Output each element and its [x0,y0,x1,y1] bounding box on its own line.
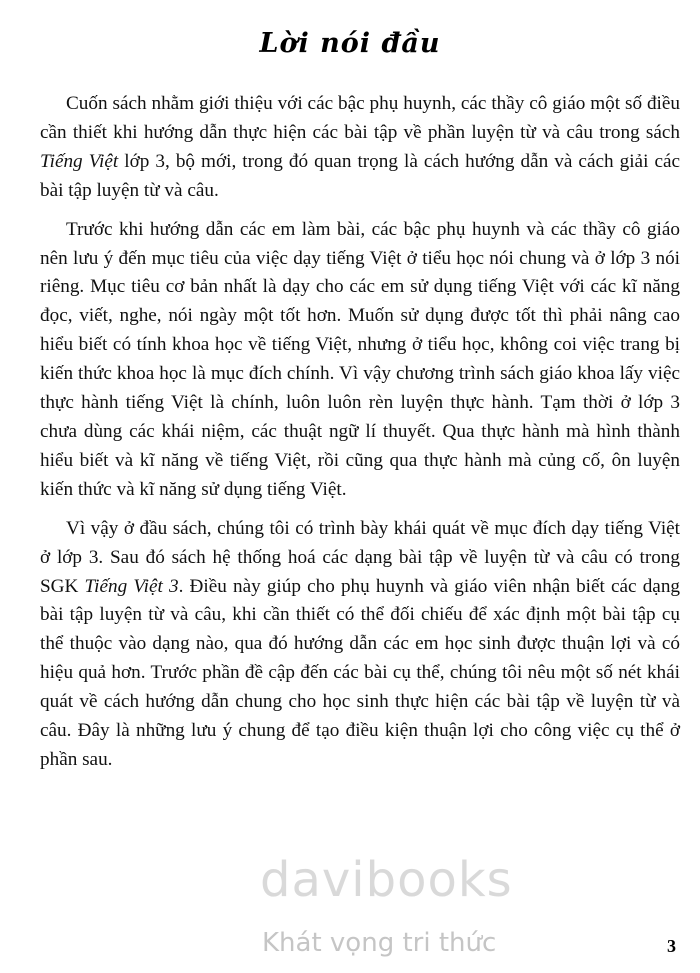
book-title-italic: Tiếng Việt 3 [84,575,179,597]
paragraph-text: . Điều này giúp cho phụ huynh và giáo viên nhận biết các dạng bài tập luyện từ và câu, khi cần thiết có thể đối chiếu để xác định một bài tập cụ thể thuộc vào dạng nào, qua đó hướng dẫn các em học sinh được thuận lợi và có hiệu quả hơn. Trước phần đề cập đến các bài cụ thể, chúng tôi nêu một số nét khái quát về cách hướng dẫn chung cho học sinh thực hiện các bài tập về luyện từ và câu. Đây là những lưu ý chung để tạo điều kiện thuận lợi cho công việc cụ thể ở phần sau. [40,575,681,770]
body-text [40,90,680,775]
page-title: Lời nói đầu [259,28,441,59]
book-title-italic: Tiếng Việt [40,150,119,172]
paragraph-1 [40,90,680,206]
paragraph-text: Vì vậy ở đầu sách, chúng tôi có trình bày khái quát về mục đích dạy tiếng Việt ở lớp 3. Sau đó sách hệ thống hoá các dạng bài tập về luyện từ và câu có trong SGK [40,517,680,597]
paragraph-2 [40,216,680,505]
paragraph-3 [40,515,680,775]
watermark-tagline: Khát vọng tri thức [262,928,497,958]
paragraph-text: Trước khi hướng dẫn các em làm bài, các bậc phụ huynh và các thầy cô giáo nên lưu ý đến mục tiêu của việc dạy tiếng Việt ở tiểu học nói chung và ở lớp 3 nói riêng. Mục tiêu cơ bản nhất là dạy cho các em sử dụng tiếng Việt với các kĩ năng đọc, viết, nghe, nói ngày một tốt hơn. Muốn sử dụng được tốt thì phải nâng cao hiểu biết có tính khoa học về tiếng Việt, nhưng ở tiểu học, không coi việc trang bị kiến thức khoa học là mục đích chính. Vì vậy chương trình sách giáo khoa lấy việc thực hành tiếng Việt là chính, luôn luôn rèn luyện thực hành. Tạm thời ở lớp 3 chưa dùng các khái niệm, các thuật ngữ lí thuyết. Qua thực hành mà hình thành hiểu biết và kĩ năng về tiếng Việt, rồi cũng qua thực hành mà củng cố, ôn luyện kiến thức và kĩ năng sử dụng tiếng Việt. [40,218,680,500]
watermark-logo: davibooks [260,852,513,908]
page-number: 3 [667,936,676,956]
paragraph-text: Cuốn sách nhằm giới thiệu với các bậc phụ huynh, các thầy cô giáo một số điều cần thiết khi hướng dẫn thực hiện các bài tập về phần luyện từ và câu trong sách [40,93,680,143]
paragraph-text: lớp 3, bộ mới, trong đó quan trọng là cách hướng dẫn và cách giải các bài tập luyện từ và câu. [40,150,681,201]
